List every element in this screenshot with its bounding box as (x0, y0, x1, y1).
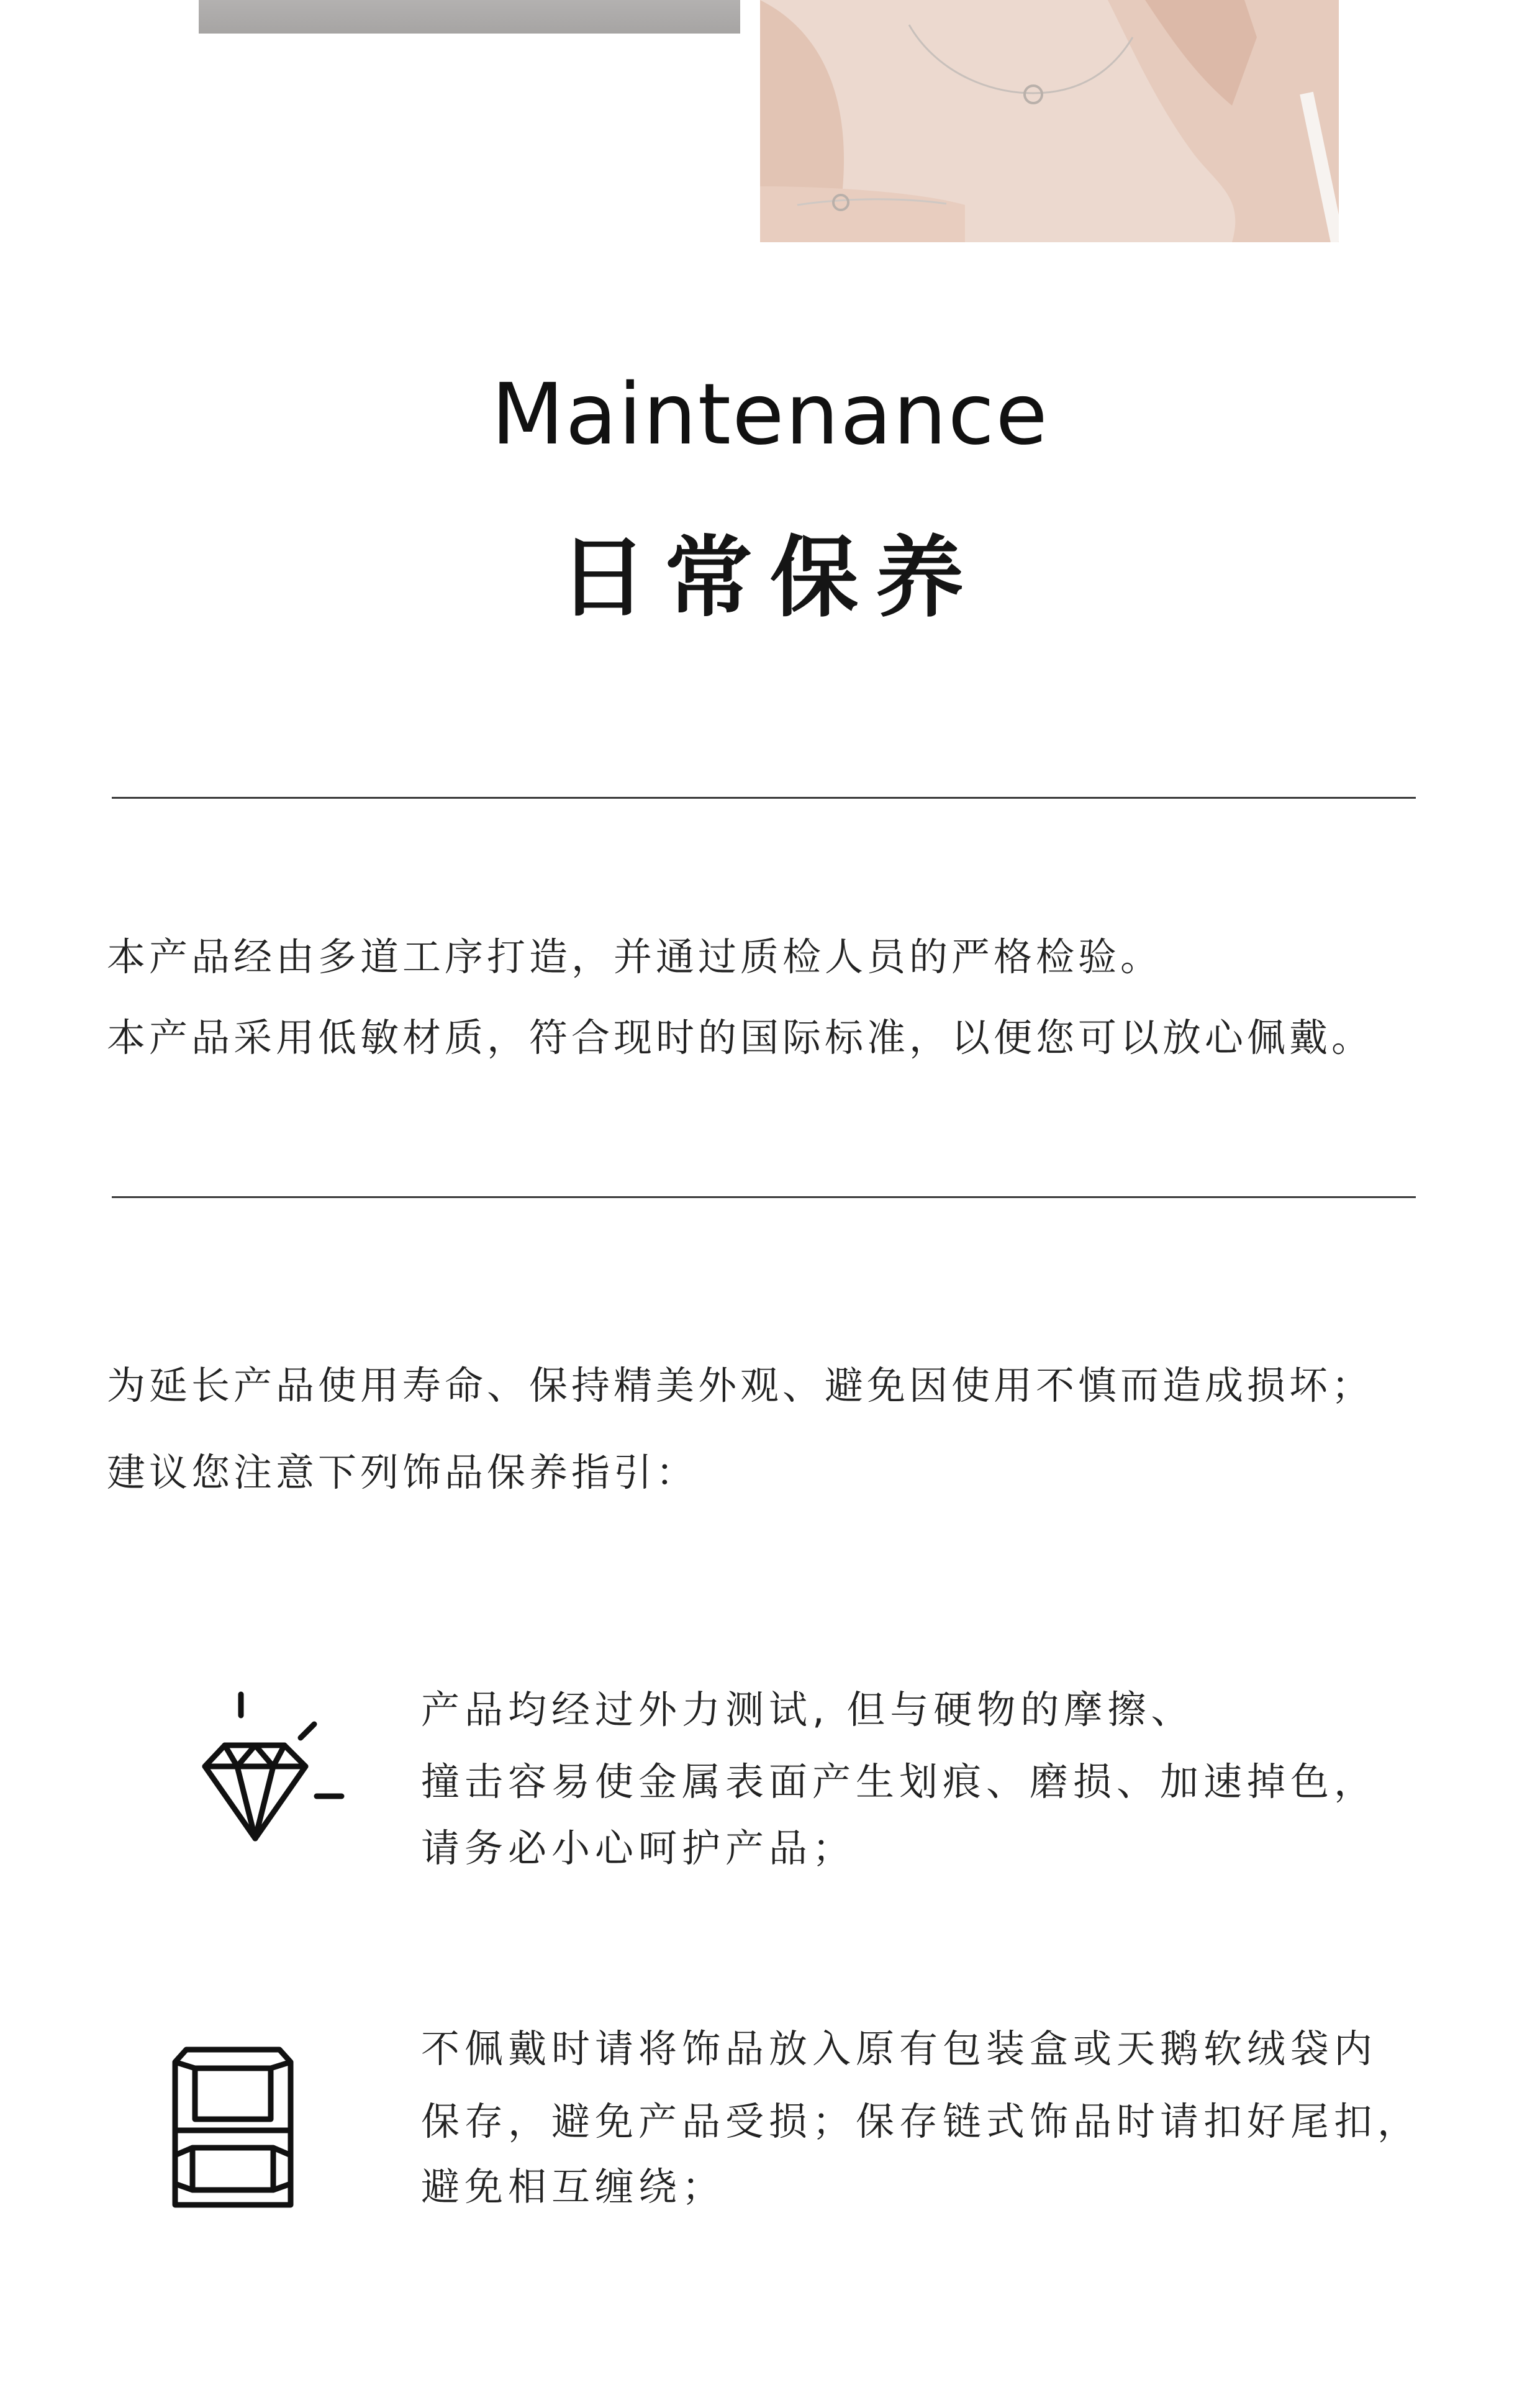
guide-line-1: 为延长产品使用寿命、保持精美外观、避免因使用不慎而造成损坏； (107, 1363, 1374, 1408)
care-item-1-line-1: 产品均经过外力测试, 但与硬物的摩擦、 (421, 1687, 1195, 1732)
model-wearing-jewelry-photo (760, 0, 1339, 242)
product-photo-left (199, 0, 740, 34)
diamond-icon (168, 1683, 354, 1851)
guide-line-2: 建议您注意下列饰品保养指引： (107, 1450, 699, 1495)
section-title-chinese: 日常保养 (559, 527, 981, 629)
care-item-1-line-3: 请务必小心呵护产品； (421, 1825, 856, 1871)
intro-line-1: 本产品经由多道工序打造，并通过质检人员的严格检验。 (107, 934, 1163, 979)
care-item-2-line-3: 避免相互缠绕； (421, 2164, 726, 2209)
care-item-1-line-2: 撞击容易使金属表面产生划痕、磨损、加速掉色， (421, 1759, 1378, 1804)
jewelry-box-icon (168, 2037, 298, 2217)
intro-line-2: 本产品采用低敏材质，符合现时的国际标准，以便您可以放心佩戴。 (107, 1015, 1374, 1060)
care-item-2-line-1: 不佩戴时请将饰品放入原有包装盒或天鹅软绒袋内 (421, 2026, 1378, 2071)
section-title-english: Maintenance (491, 366, 1049, 464)
care-item-2-line-2: 保存，避免产品受损；保存链式饰品时请扣好尾扣， (421, 2099, 1421, 2144)
divider-top (112, 797, 1416, 799)
divider-bottom (112, 1196, 1416, 1198)
